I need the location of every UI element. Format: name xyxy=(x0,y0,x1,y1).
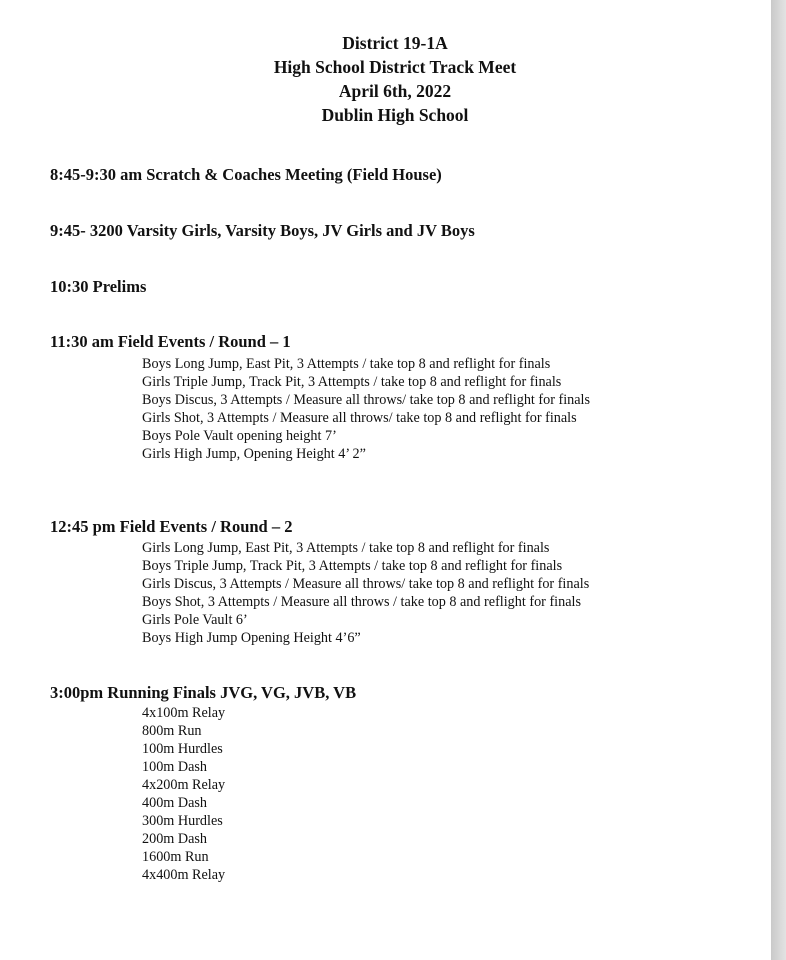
list-item: 4x200m Relay xyxy=(142,777,226,793)
running-finals-event-list xyxy=(142,704,225,884)
list-item: Girls Shot, 3 Attempts / Measure all throws/ take top 8 and reflight for finals xyxy=(142,410,577,426)
schedule-3200: 9:45- 3200 Varsity Girls, Varsity Boys, JV Girls and JV Boys xyxy=(50,221,475,240)
list-item: Girls High Jump, Opening Height 4’ 2” xyxy=(142,446,366,462)
round1-event-list xyxy=(142,355,590,463)
list-item: 800m Run xyxy=(142,723,202,739)
list-item: 100m Dash xyxy=(142,759,208,775)
list-item: 300m Hurdles xyxy=(142,813,223,829)
round2-heading: 12:45 pm Field Events / Round – 2 xyxy=(50,517,293,536)
meet-location: Dublin High School xyxy=(321,105,469,125)
list-item: 400m Dash xyxy=(142,795,208,811)
list-item: Boys High Jump Opening Height 4’6” xyxy=(142,630,361,646)
list-item: Boys Discus, 3 Attempts / Measure all throws/ take top 8 and reflight for finals xyxy=(142,392,591,408)
schedule-prelims: 10:30 Prelims xyxy=(50,277,147,296)
list-item: 4x400m Relay xyxy=(142,867,226,883)
page-edge-shadow xyxy=(771,0,786,960)
list-item: Boys Shot, 3 Attempts / Measure all throws / take top 8 and reflight for finals xyxy=(142,594,581,610)
running-finals-heading: 3:00pm Running Finals JVG, VG, JVB, VB xyxy=(50,683,357,702)
list-item: Boys Long Jump, East Pit, 3 Attempts / take top 8 and reflight for finals xyxy=(142,356,551,372)
round2-event-list xyxy=(142,539,589,647)
district-title: District 19-1A xyxy=(342,33,448,53)
list-item: Girls Triple Jump, Track Pit, 3 Attempts / take top 8 and reflight for finals xyxy=(142,374,562,390)
list-item: 1600m Run xyxy=(142,849,209,865)
list-item: Boys Triple Jump, Track Pit, 3 Attempts / take top 8 and reflight for finals xyxy=(142,558,563,574)
list-item: Girls Long Jump, East Pit, 3 Attempts / take top 8 and reflight for finals xyxy=(142,540,550,556)
list-item: 100m Hurdles xyxy=(142,741,223,757)
list-item: 200m Dash xyxy=(142,831,208,847)
round1-heading: 11:30 am Field Events / Round – 1 xyxy=(50,332,291,351)
list-item: Girls Discus, 3 Attempts / Measure all throws/ take top 8 and reflight for finals xyxy=(142,576,590,592)
schedule-coaches-meeting: 8:45-9:30 am Scratch & Coaches Meeting (Field House) xyxy=(50,165,442,184)
list-item: Boys Pole Vault opening height 7’ xyxy=(142,428,337,444)
meet-date: April 6th, 2022 xyxy=(338,81,452,101)
list-item: 4x100m Relay xyxy=(142,705,226,721)
list-item: Girls Pole Vault 6’ xyxy=(142,612,248,628)
meet-title: High School District Track Meet xyxy=(273,57,517,77)
document-header xyxy=(0,31,786,127)
